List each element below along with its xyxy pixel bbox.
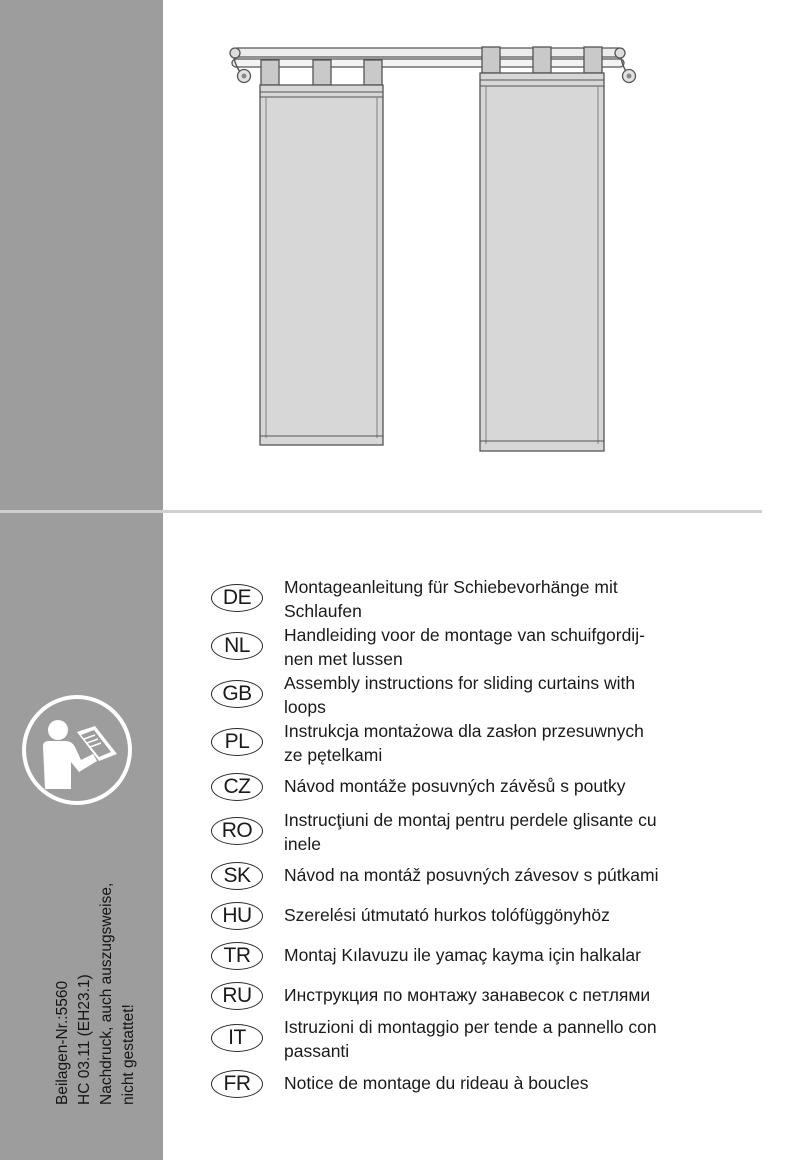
language-code-badge: TR — [211, 942, 263, 970]
language-code-badge: IT — [211, 1024, 263, 1052]
title-line: Szerelési útmutató hurkos tolófüggönyhöz — [284, 905, 610, 925]
language-code-badge: GB — [211, 680, 263, 708]
language-code-badge: HU — [211, 902, 263, 930]
language-title — [284, 1071, 724, 1095]
title-line: Инструкция по монтажу занавесок с петлями — [284, 985, 651, 1005]
title-line: Assembly instructions for sliding curtains with — [284, 673, 636, 693]
title-line: passanti — [284, 1041, 350, 1061]
language-code-badge: RO — [211, 817, 263, 845]
imprint-line: nicht gestattet! — [120, 1004, 137, 1105]
language-title — [284, 575, 724, 623]
language-title — [284, 903, 724, 927]
title-line: Instrucţiuni de montaj pentru perdele glisante cu — [284, 810, 657, 830]
title-line: nen met lussen — [284, 649, 403, 669]
title-line: Schlaufen — [284, 601, 362, 621]
imprint-text — [52, 883, 140, 1105]
imprint-line: Nachdruck, auch auszugsweise, — [98, 882, 115, 1105]
language-code-badge: SK — [211, 862, 263, 890]
language-code-badge: PL — [211, 728, 263, 756]
language-title — [284, 671, 724, 719]
language-code-badge: FR — [211, 1070, 263, 1098]
imprint-line: Beilagen-Nr.:5560 — [54, 980, 71, 1105]
manual-reader-icon — [21, 694, 133, 806]
language-code-badge: DE — [211, 584, 263, 612]
section-divider — [0, 510, 762, 513]
language-title — [284, 623, 724, 671]
language-title — [284, 983, 724, 1007]
language-title — [284, 808, 724, 856]
title-line: Notice de montage du rideau à boucles — [284, 1073, 589, 1093]
language-title — [284, 719, 724, 767]
title-line: Istruzioni di montaggio per tende a pannello con — [284, 1017, 657, 1037]
language-title — [284, 863, 724, 887]
title-line: Návod montáže posuvných závěsů s poutky — [284, 776, 626, 796]
language-code-badge: RU — [211, 982, 263, 1010]
sliding-curtains-illustration — [220, 36, 640, 456]
title-line: ze pętelkami — [284, 745, 383, 765]
title-line: Montageanleitung für Schiebevorhänge mit — [284, 577, 618, 597]
title-line: Handleiding voor de montage van schuifgordij- — [284, 625, 645, 645]
language-title — [284, 774, 724, 798]
title-line: inele — [284, 834, 321, 854]
language-title — [284, 1015, 724, 1063]
title-line: Montaj Kılavuzu ile yamaç kayma için halkalar — [284, 945, 641, 965]
title-line: Návod na montáž posuvných závesov s pútkami — [284, 865, 659, 885]
language-code-badge: NL — [211, 632, 263, 660]
language-code-badge: CZ — [211, 773, 263, 801]
title-line: loops — [284, 697, 326, 717]
title-line: Instrukcja montażowa dla zasłon przesuwnych — [284, 721, 644, 741]
language-title — [284, 943, 724, 967]
imprint-line: HC 03.11 (EH23.1) — [76, 974, 93, 1105]
